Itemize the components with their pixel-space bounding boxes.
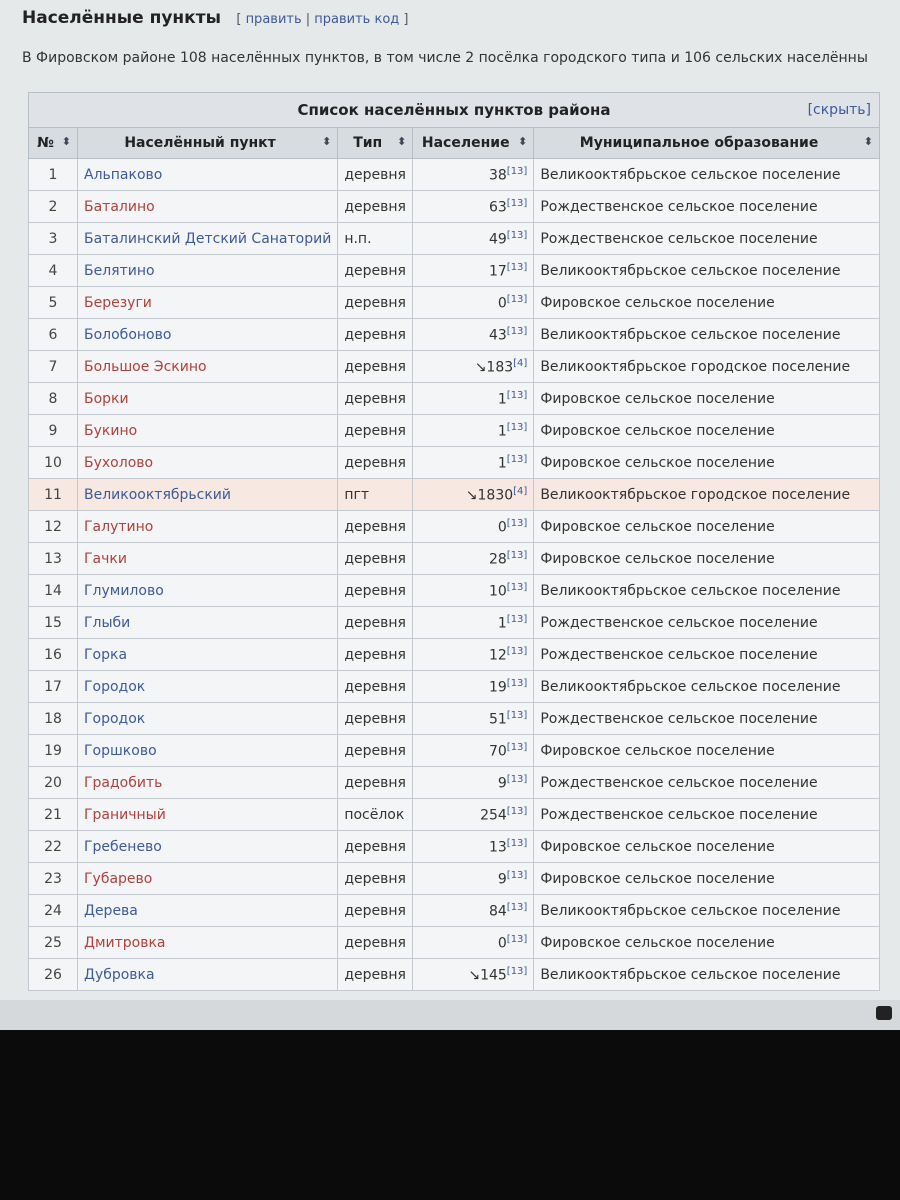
settlement-type: деревня [338,255,413,287]
population-value: 254 [480,807,507,824]
row-number: 21 [29,799,78,831]
table-row [29,223,880,255]
edit-links: [ править | править код ] [236,12,409,27]
row-number: 18 [29,703,78,735]
reference-link[interactable]: [13] [506,709,528,721]
settlement-link[interactable]: Глыби [78,607,338,639]
settlement-link[interactable]: Букино [78,415,338,447]
population-cell [413,415,534,447]
settlement-type: деревня [338,383,413,415]
settlements-table [28,92,880,991]
population-cell [413,351,534,383]
table-caption [28,92,880,127]
settlement-type: деревня [338,319,413,351]
reference-link[interactable]: [13] [506,453,528,465]
settlement-type: деревня [338,159,413,191]
reference-link[interactable]: [13] [506,229,528,241]
row-number: 9 [29,415,78,447]
population-cell [413,735,534,767]
reference-link[interactable]: [4] [513,357,528,369]
population-value: 84 [488,903,507,920]
population-value: 0 [497,295,507,312]
population-value: 9 [497,871,507,888]
settlement-link[interactable]: Большое Эскино [78,351,338,383]
table-row [29,703,880,735]
taskbar [0,1000,900,1030]
population-value: ↘145 [468,967,507,984]
tray-app-icon[interactable] [876,1006,892,1020]
settlement-link[interactable]: Баталинский Детский Санаторий [78,223,338,255]
population-cell [413,319,534,351]
sort-icon[interactable]: ⬍ [322,135,332,148]
municipality-cell[interactable]: Рождественское сельское поселение [534,767,880,799]
population-cell [413,799,534,831]
section-heading [22,8,409,28]
reference-link[interactable]: [13] [506,261,528,273]
population-value: 70 [488,743,507,760]
population-cell [413,479,534,511]
reference-link[interactable]: [13] [506,613,528,625]
intro-text: В Фировском районе 108 населённых пунктов, в том числе 2 посёлка городского типа и 106 сельских населённы [22,50,868,66]
reference-link[interactable]: [13] [506,901,528,913]
population-value: 12 [488,647,507,664]
settlement-type: деревня [338,831,413,863]
settlement-link[interactable]: Галутино [78,511,338,543]
reference-link[interactable]: [13] [506,517,528,529]
population-cell [413,863,534,895]
table-row [29,159,880,191]
settlement-link[interactable]: Альпаково [78,159,338,191]
settlement-link[interactable]: Дубровка [78,959,338,991]
settlement-type: деревня [338,927,413,959]
population-value: ↘1830 [465,487,514,504]
row-number: 1 [29,159,78,191]
row-number: 14 [29,575,78,607]
row-number: 24 [29,895,78,927]
population-value: 0 [497,935,507,952]
population-cell [413,223,534,255]
row-number: 3 [29,223,78,255]
population-cell [413,927,534,959]
reference-link[interactable]: [13] [506,805,528,817]
population-cell [413,191,534,223]
municipality-cell[interactable]: Рождественское сельское поселение [534,639,880,671]
settlement-link[interactable]: Баталино [78,191,338,223]
population-value: 1 [497,455,507,472]
population-value: 49 [488,231,507,248]
row-number: 17 [29,671,78,703]
col-population-header[interactable]: Население ⬍ [413,128,534,159]
row-number: 22 [29,831,78,863]
row-number: 13 [29,543,78,575]
population-cell [413,159,534,191]
row-number: 5 [29,287,78,319]
row-number: 7 [29,351,78,383]
population-cell [413,767,534,799]
table-row [29,543,880,575]
table-row [29,735,880,767]
section-title: Населённые пункты [22,8,221,28]
municipality-cell[interactable]: Великооктябрьское сельское поселение [534,671,880,703]
settlement-type: н.п. [338,223,413,255]
municipality-cell[interactable]: Рождественское сельское поселение [534,799,880,831]
table-row [29,191,880,223]
table-row [29,767,880,799]
reference-link[interactable]: [13] [506,645,528,657]
municipality-cell[interactable]: Фировское сельское поселение [534,831,880,863]
row-number: 10 [29,447,78,479]
col-municipality-header[interactable]: Муниципальное образование ⬍ [534,128,880,159]
settlements-table-container [28,92,888,991]
row-number: 4 [29,255,78,287]
table-row [29,927,880,959]
settlement-type: деревня [338,863,413,895]
settlement-link[interactable]: Борки [78,383,338,415]
reference-link[interactable]: [13] [506,421,528,433]
row-number: 12 [29,511,78,543]
table-row [29,895,880,927]
population-cell [413,511,534,543]
table-row [29,383,880,415]
table-body [29,159,880,991]
reference-link[interactable]: [13] [506,965,528,977]
table-row [29,575,880,607]
population-cell [413,255,534,287]
municipality-cell[interactable]: Великооктябрьское сельское поселение [534,959,880,991]
row-number: 20 [29,767,78,799]
settlement-link[interactable]: Гачки [78,543,338,575]
table-row [29,479,880,511]
sort-icon[interactable]: ⬍ [518,135,528,148]
edit-source-link[interactable]: править код [314,12,400,27]
row-number: 26 [29,959,78,991]
reference-link[interactable]: [13] [506,581,528,593]
population-cell [413,575,534,607]
settlement-link[interactable]: Губарево [78,863,338,895]
population-value: 1 [497,615,507,632]
municipality-cell[interactable]: Рождественское сельское поселение [534,703,880,735]
row-number: 23 [29,863,78,895]
population-value: 1 [497,391,507,408]
municipality-cell[interactable]: Рождественское сельское поселение [534,223,880,255]
municipality-cell[interactable]: Рождественское сельское поселение [534,607,880,639]
population-cell [413,607,534,639]
reference-link[interactable]: [13] [506,165,528,177]
reference-link[interactable]: [4] [513,485,528,497]
settlement-link[interactable]: Березуги [78,287,338,319]
municipality-cell[interactable]: Фировское сельское поселение [534,735,880,767]
population-cell [413,543,534,575]
population-value: 28 [488,551,507,568]
row-number: 11 [29,479,78,511]
population-value: 17 [488,263,507,280]
population-cell [413,895,534,927]
table-row [29,607,880,639]
municipality-cell[interactable]: Рождественское сельское поселение [534,191,880,223]
population-value: 13 [488,839,507,856]
settlement-link[interactable]: Городок [78,671,338,703]
population-value: 43 [488,327,507,344]
settlement-type: деревня [338,575,413,607]
municipality-cell[interactable]: Фировское сельское поселение [534,415,880,447]
municipality-cell[interactable]: Великооктябрьское сельское поселение [534,575,880,607]
settlement-type: деревня [338,287,413,319]
settlement-type: деревня [338,671,413,703]
row-number: 19 [29,735,78,767]
settlement-type: деревня [338,447,413,479]
population-cell [413,703,534,735]
population-value: 9 [497,775,507,792]
table-row [29,447,880,479]
reference-link[interactable]: [13] [506,325,528,337]
settlement-link[interactable]: Граничный [78,799,338,831]
population-value: 1 [497,423,507,440]
col-type-header[interactable]: Тип ⬍ [338,128,413,159]
table-row [29,959,880,991]
municipality-cell[interactable]: Фировское сельское поселение [534,287,880,319]
settlement-link[interactable]: Белятино [78,255,338,287]
reference-link[interactable]: [13] [506,293,528,305]
settlement-link[interactable]: Горка [78,639,338,671]
table-row [29,255,880,287]
settlement-link[interactable]: Бухолово [78,447,338,479]
municipality-cell[interactable]: Фировское сельское поселение [534,447,880,479]
reference-link[interactable]: [13] [506,741,528,753]
municipality-cell[interactable]: Великооктябрьское городское поселение [534,479,880,511]
row-number: 16 [29,639,78,671]
settlement-type: деревня [338,543,413,575]
municipality-cell[interactable]: Фировское сельское поселение [534,543,880,575]
caption-text: Список населённых пунктов района [297,101,611,119]
settlement-link[interactable]: Дмитровка [78,927,338,959]
table-row [29,287,880,319]
table-row [29,831,880,863]
row-number: 6 [29,319,78,351]
population-value: 38 [488,167,507,184]
col-name-header[interactable]: Населённый пункт ⬍ [78,128,338,159]
settlement-link[interactable]: Градобить [78,767,338,799]
population-cell [413,959,534,991]
settlement-link[interactable]: Болобоново [78,319,338,351]
table-row [29,319,880,351]
settlement-type: деревня [338,511,413,543]
population-cell [413,287,534,319]
table-row [29,351,880,383]
reference-link[interactable]: [13] [506,773,528,785]
municipality-cell[interactable]: Великооктябрьское сельское поселение [534,895,880,927]
settlement-link[interactable]: Городок [78,703,338,735]
municipality-cell[interactable]: Фировское сельское поселение [534,383,880,415]
population-value: 19 [488,679,507,696]
table-row [29,671,880,703]
settlement-link[interactable]: Горшково [78,735,338,767]
settlement-type: деревня [338,767,413,799]
population-cell [413,447,534,479]
settlement-type: деревня [338,895,413,927]
population-value: 0 [497,519,507,536]
reference-link[interactable]: [13] [506,933,528,945]
settlement-link[interactable]: Гребенево [78,831,338,863]
reference-link[interactable]: [13] [506,197,528,209]
row-number: 8 [29,383,78,415]
population-cell [413,639,534,671]
settlement-type: пгт [338,479,413,511]
table-row [29,511,880,543]
row-number: 15 [29,607,78,639]
municipality-cell[interactable]: Фировское сельское поселение [534,863,880,895]
population-cell [413,671,534,703]
reference-link[interactable]: [13] [506,837,528,849]
settlement-type: деревня [338,415,413,447]
sort-icon[interactable]: ⬍ [61,135,71,148]
settlement-type: деревня [338,735,413,767]
settlement-type: деревня [338,607,413,639]
header-row [29,128,880,159]
settlement-link[interactable]: Дерева [78,895,338,927]
settlement-link[interactable]: Великооктябрьский [78,479,338,511]
settlement-type: деревня [338,703,413,735]
settlement-type: деревня [338,639,413,671]
table-row [29,863,880,895]
sort-icon[interactable]: ⬍ [397,135,407,148]
municipality-cell[interactable]: Великооктябрьское сельское поселение [534,159,880,191]
table-row [29,799,880,831]
reference-link[interactable]: [13] [506,549,528,561]
municipality-cell[interactable]: Великооктябрьское городское поселение [534,351,880,383]
reference-link[interactable]: [13] [506,869,528,881]
settlement-type: посёлок [338,799,413,831]
settlement-type: деревня [338,191,413,223]
population-value: 10 [488,583,507,600]
municipality-cell[interactable]: Фировское сельское поселение [534,511,880,543]
population-cell [413,383,534,415]
population-value: ↘183 [474,359,514,376]
row-number: 25 [29,927,78,959]
reference-link[interactable]: [13] [506,389,528,401]
edit-link[interactable]: править [245,12,302,27]
settlement-link[interactable]: Глумилово [78,575,338,607]
row-number: 2 [29,191,78,223]
settlement-type: деревня [338,351,413,383]
settlement-type: деревня [338,959,413,991]
table-row [29,639,880,671]
population-value: 63 [488,199,507,216]
col-number-header[interactable]: № ⬍ [29,128,78,159]
sort-icon[interactable]: ⬍ [863,135,873,148]
municipality-cell[interactable]: Великооктябрьское сельское поселение [534,255,880,287]
reference-link[interactable]: [13] [506,677,528,689]
table-row [29,415,880,447]
hide-link[interactable]: [скрыть] [807,102,871,118]
municipality-cell[interactable]: Великооктябрьское сельское поселение [534,319,880,351]
population-value: 51 [488,711,507,728]
population-cell [413,831,534,863]
municipality-cell[interactable]: Фировское сельское поселение [534,927,880,959]
